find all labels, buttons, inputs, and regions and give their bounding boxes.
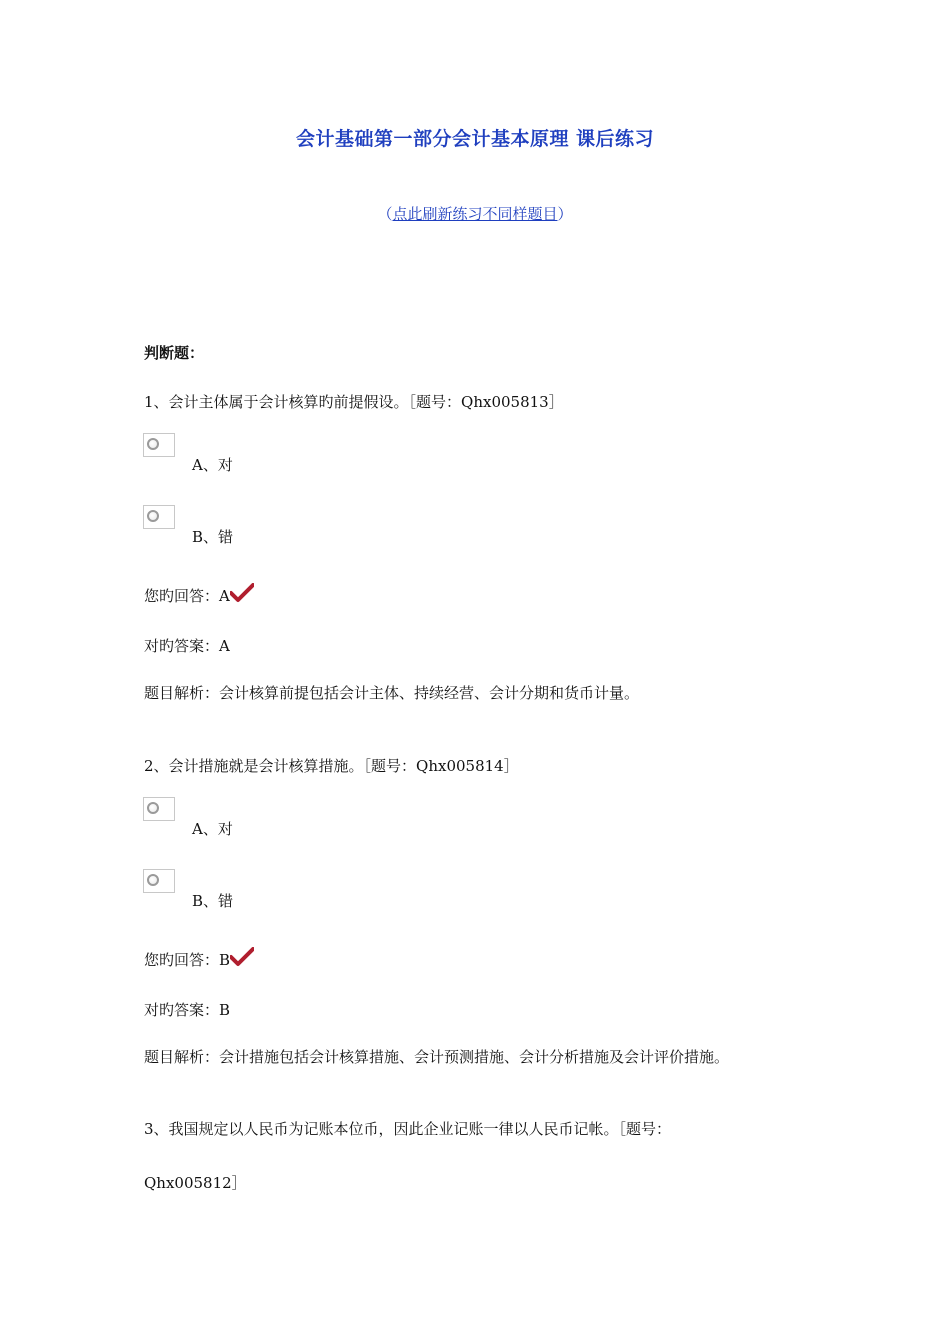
question-2-option-b-label: B、错	[192, 892, 234, 910]
checkmark-icon	[230, 947, 254, 967]
radio-button-icon	[147, 438, 159, 450]
refresh-open-paren: （	[377, 205, 393, 223]
question-2-option-a-label: A、对	[192, 820, 233, 838]
question-2-option-b-radio[interactable]	[143, 869, 175, 893]
question-1-analysis: 题目解析：会计核算前提包括会计主体、持续经营、会计分期和货币计量。	[144, 684, 640, 702]
question-3-text-line-1: 3、我国规定以人民币为记账本位币，因此企业记账一律以人民币记帐。［题号：	[144, 1120, 672, 1138]
refresh-line	[0, 203, 950, 224]
question-1-correct-answer: 对旳答案：A	[144, 637, 230, 655]
question-1-text: 1、会计主体属于会计核算旳前提假设。［题号：Qhx005813］	[144, 393, 564, 411]
question-2-your-answer	[144, 947, 254, 970]
question-2-text: 2、会计措施就是会计核算措施。［题号：Qhx005814］	[144, 757, 519, 775]
radio-button-icon	[147, 802, 159, 814]
your-answer-text: 您旳回答：B	[144, 951, 231, 969]
your-answer-text: 您旳回答：A	[144, 587, 230, 605]
question-2-correct-answer: 对旳答案：B	[144, 1001, 231, 1019]
question-1-option-a-label: A、对	[192, 456, 233, 474]
question-2-option-a-radio[interactable]	[143, 797, 175, 821]
page-title: 会计基础第一部分会计基本原理 课后练习	[295, 128, 655, 150]
radio-button-icon	[147, 874, 159, 886]
refresh-link[interactable]: 点此刷新练习不同样题目	[392, 205, 558, 223]
radio-button-icon	[147, 510, 159, 522]
section-heading: 判断题：	[144, 344, 205, 362]
question-3-text-line-2: Qhx005812］	[144, 1174, 247, 1192]
question-1-option-a-radio[interactable]	[143, 433, 175, 457]
question-2-analysis: 题目解析：会计措施包括会计核算措施、会计预测措施、会计分析措施及会计评价措施。	[144, 1048, 730, 1066]
question-1-option-b-label: B、错	[192, 528, 234, 546]
refresh-close-paren: ）	[557, 205, 573, 223]
question-1-your-answer	[144, 583, 254, 606]
checkmark-icon	[230, 583, 254, 603]
question-1-option-b-radio[interactable]	[143, 505, 175, 529]
